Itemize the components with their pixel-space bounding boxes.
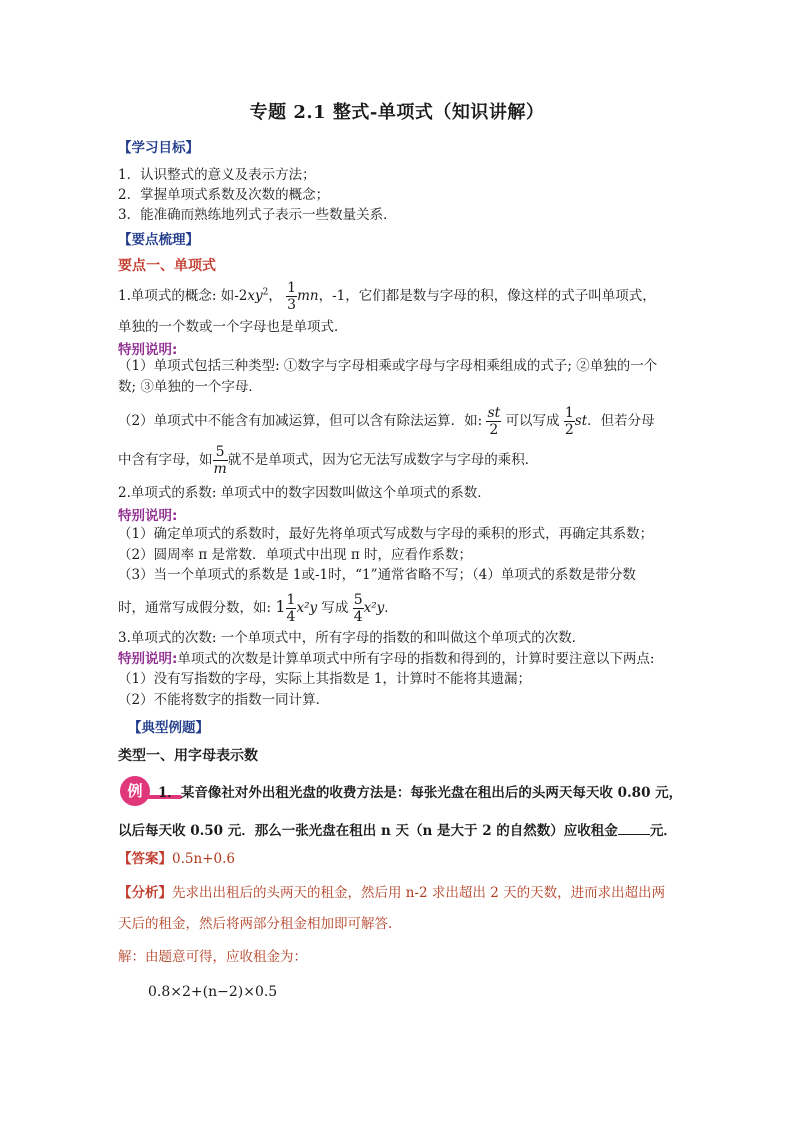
objectives-heading: 【学习目标】: [118, 140, 199, 156]
coef-item-3: （3）当一个单项式的系数是 1或-1时，“1”通常省略不写；（4）单项式的系数是带分数: [118, 567, 636, 583]
key-points-heading: 【要点梳理】: [118, 232, 199, 248]
analysis-line-1: 【分析】先求出出租后的头两天的租金，然后用 n-2 求出超出 2 天的天数，进而求出超出两: [118, 885, 666, 901]
note1-line-2: 数; ③单独的一个字母．: [118, 379, 262, 395]
degree-item-2: （2）不能将数字的指数一同计算．: [118, 692, 330, 708]
degree-note-line: 特别说明:单项式的次数是计算单项式中所有字母的指数和得到的，计算时要注意以下两点:: [118, 651, 655, 667]
degree-item-1: （1）没有写指数的字母，实际上其指数是 1，计算时不能将其遗漏；: [118, 671, 531, 687]
degree-definition: 3.单项式的次数: 一个单项式中，所有字母的指数的和叫做这个单项式的次数．: [118, 630, 586, 646]
example-question-line-1: 1．某音像社对外出租光盘的收费方法是：每张光盘在租出后的头两天每天收 0.80 元，: [158, 785, 683, 801]
fraction-half: $\frac{1}{2}$: [564, 405, 574, 438]
point1-heading: 要点一、单项式: [118, 258, 216, 274]
def-text-b: ，: [268, 288, 282, 304]
fraction-5-over-m: $\frac{5}{m}$: [213, 444, 227, 477]
answer-line: 【答案】0.5n+0.6: [118, 851, 235, 867]
type1-heading: 类型一、用字母表示数: [118, 748, 258, 764]
monomial-definition-line-2: 单独的一个数或一个字母也是单项式．: [118, 319, 348, 335]
coef-item-4: 时，通常写成假分数，如: 1 $\frac{1}{4}$ x²y 写成 $\frac{5}{4}$ x²y．: [118, 592, 398, 625]
examples-heading: 【典型例题】: [128, 720, 209, 736]
solution-expression: 0.8×2+(n−2)×0.5: [148, 984, 278, 1000]
objective-item-1: 1．认识整式的意义及表示方法；: [118, 167, 316, 183]
fraction-1-over-4: $\frac{1}{4}$: [286, 592, 296, 625]
fraction-st-over-2: $\frac{st}{2}$: [487, 405, 501, 438]
monomial-definition-line: 1.单项式的概念: 如$-2xy^2$， $\frac{1}{3}$ mn，-1，它们都是数与字母的积，像这样的式子叫单项式，: [118, 280, 656, 313]
fraction-one-third: $\frac{1}{3}$: [287, 280, 297, 313]
solution-line: 解：由题意可得，应收租金为：: [118, 949, 307, 965]
objective-item-2: 2．掌握单项式系数及次数的概念；: [118, 187, 330, 203]
note1-line-4: 中含有字母，如 $\frac{5}{m}$ 就不是单项式，因为它无法写成数字与字母的乘积．: [118, 444, 539, 477]
coefficient-definition: 2.单项式的系数: 单项式中的数字因数叫做这个单项式的系数．: [118, 485, 491, 501]
answer-blank: [618, 820, 650, 835]
note1-line-3: （2）单项式中不能含有加减运算，但可以含有除法运算．如: $\frac{st}{2}$ 可以写成 $\frac{1}{2}$ st．但若分母: [118, 405, 655, 438]
fraction-5-over-4: $\frac{5}{4}$: [353, 592, 363, 625]
example-badge: 例: [120, 776, 150, 806]
math-mn: mn: [297, 288, 319, 304]
def-text-c: ，-1，它们都是数与字母的积，像这样的式子叫单项式，: [318, 288, 656, 304]
coef-item-2: （2）圆周率 π 是常数．单项式中出现 π 时，应看作系数；: [118, 547, 472, 563]
page-title: 专题 2.1 整式-单项式（知识讲解）: [249, 102, 545, 123]
note-label-2: 特别说明:: [118, 508, 178, 524]
math-xy: xy: [247, 288, 263, 304]
coef-item-1: （1）确定单项式的系数时，最好先将单项式写成数与字母的乘积的形式，再确定其系数；: [118, 526, 654, 542]
note1-line-1: （1）单项式包括三种类型: ①数字与字母相乘或字母与字母相乘组成的式子; ②单独的一个: [118, 358, 658, 374]
example-question-line-2: 以后每天收 0.50 元．那么一张光盘在租出 n 天（n 是大于 2 的自然数）应收租金 元．: [118, 820, 677, 840]
def-text-a: 1.单项式的概念: 如-2: [118, 288, 248, 304]
objective-item-3: 3．能准确而熟练地列式子表示一些数量关系．: [118, 207, 397, 223]
analysis-line-2: 天后的租金，然后将两部分租金相加即可解答.: [118, 916, 393, 932]
note-label-1: 特别说明:: [118, 342, 178, 358]
